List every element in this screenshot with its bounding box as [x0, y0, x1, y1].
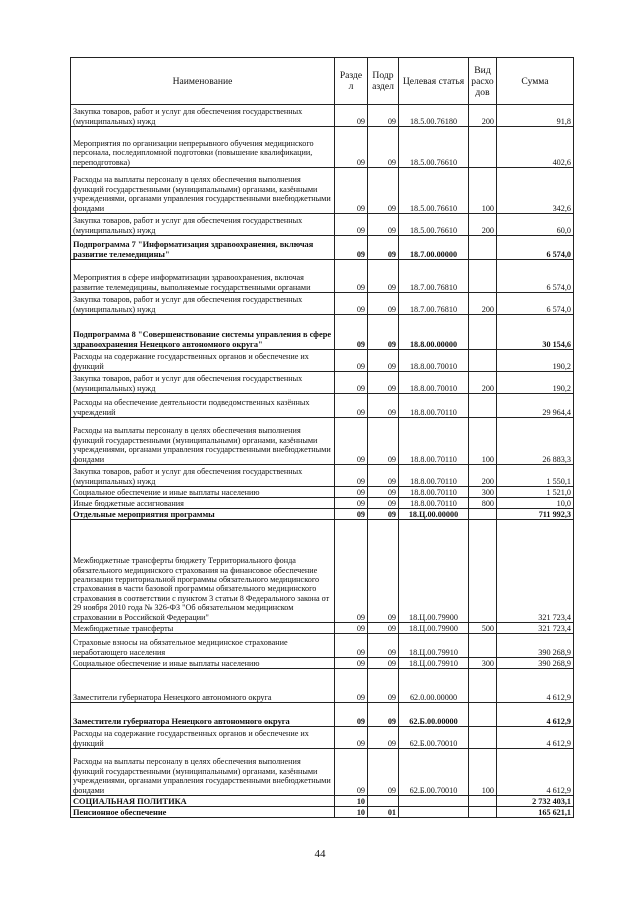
row-target: 18.Ц.00.00000 — [399, 509, 469, 520]
row-target: 18.8.00.70110 — [399, 465, 469, 487]
row-sum: 711 992,3 — [497, 509, 574, 520]
table-row — [71, 105, 574, 127]
table-row — [71, 520, 574, 623]
table-row — [71, 498, 574, 509]
row-sum: 321 723,4 — [497, 520, 574, 623]
row-target: 18.7.00.76810 — [399, 260, 469, 293]
row-subsection: 09 — [368, 236, 399, 260]
row-name: Закупка товаров, работ и услуг для обеспечения государственных (муниципальных) нужд — [71, 465, 335, 487]
row-section: 09 — [335, 658, 368, 669]
row-kind: 300 — [469, 658, 497, 669]
row-subsection: 09 — [368, 315, 399, 350]
row-name: Расходы на выплаты персоналу в целях обеспечения выполнения функций государственными (муниципальными) органами, казёнными учреждениями, органами управления государственными внебюджетными фондами — [71, 418, 335, 465]
row-sum: 4 612,9 — [497, 703, 574, 727]
row-sum: 1 521,0 — [497, 487, 574, 498]
row-section: 09 — [335, 509, 368, 520]
row-subsection: 09 — [368, 465, 399, 487]
row-kind: 100 — [469, 168, 497, 214]
row-target: 18.5.00.76610 — [399, 168, 469, 214]
row-section: 09 — [335, 236, 368, 260]
row-section: 09 — [335, 520, 368, 623]
row-kind — [469, 807, 497, 818]
row-target: 18.Ц.00.79910 — [399, 634, 469, 658]
row-name: Пенсионное обеспечение — [71, 807, 335, 818]
row-target: 18.7.00.76810 — [399, 293, 469, 315]
table-row — [71, 418, 574, 465]
row-kind — [469, 727, 497, 749]
header-section: Разде л — [335, 58, 368, 105]
row-target: 62.Б.00.70010 — [399, 749, 469, 796]
row-target: 18.5.00.76180 — [399, 105, 469, 127]
row-subsection: 09 — [368, 703, 399, 727]
row-section: 09 — [335, 498, 368, 509]
row-target: 18.8.00.70110 — [399, 394, 469, 418]
budget-table — [70, 57, 574, 818]
row-name: Межбюджетные трансферты бюджету Территориального фонда обязательного медицинского страхования на финансовое обеспечение реализации территориальной программы обязательного медицинского страхования в части базовой программы обязательного медицинского страхования в соответствии с пунктом 3 статьи 8 Федерального закона от 29 ноября 2010 года № 326-ФЗ "Об обязательном медицинском страховании в Российской Федерации" — [71, 520, 335, 623]
table-row — [71, 658, 574, 669]
row-sum: 1 550,1 — [497, 465, 574, 487]
table-row — [71, 394, 574, 418]
header-kind: Вид расхо дов — [469, 58, 497, 105]
row-subsection: 09 — [368, 658, 399, 669]
table-row — [71, 372, 574, 394]
row-target: 62.Б.00.70010 — [399, 727, 469, 749]
row-subsection: 09 — [368, 168, 399, 214]
row-section: 09 — [335, 465, 368, 487]
row-subsection: 01 — [368, 807, 399, 818]
row-name: Расходы на содержание государственных органов и обеспечение их функций — [71, 727, 335, 749]
row-section: 09 — [335, 105, 368, 127]
row-name: Закупка товаров, работ и услуг для обеспечения государственных (муниципальных) нужд — [71, 214, 335, 236]
row-target: 18.Ц.00.79900 — [399, 623, 469, 634]
table-row — [71, 127, 574, 168]
table-row — [71, 623, 574, 634]
row-subsection: 09 — [368, 293, 399, 315]
row-kind — [469, 703, 497, 727]
row-sum: 190,2 — [497, 372, 574, 394]
row-target: 18.5.00.76610 — [399, 214, 469, 236]
row-sum: 390 268,9 — [497, 634, 574, 658]
row-section: 09 — [335, 634, 368, 658]
row-kind: 200 — [469, 465, 497, 487]
row-subsection: 09 — [368, 418, 399, 465]
table-row — [71, 749, 574, 796]
table-row — [71, 465, 574, 487]
row-kind — [469, 127, 497, 168]
row-target — [399, 807, 469, 818]
row-target: 18.8.00.70010 — [399, 350, 469, 372]
row-kind: 200 — [469, 105, 497, 127]
row-subsection: 09 — [368, 509, 399, 520]
row-kind — [469, 520, 497, 623]
row-target: 18.7.00.00000 — [399, 236, 469, 260]
row-kind: 200 — [469, 293, 497, 315]
row-kind — [469, 509, 497, 520]
row-sum: 6 574,0 — [497, 260, 574, 293]
row-section: 10 — [335, 807, 368, 818]
row-subsection: 09 — [368, 634, 399, 658]
row-kind: 100 — [469, 418, 497, 465]
table-row — [71, 669, 574, 703]
row-section: 09 — [335, 350, 368, 372]
table-row — [71, 807, 574, 818]
table-row — [71, 727, 574, 749]
row-name: Социальное обеспечение и иные выплаты населению — [71, 658, 335, 669]
row-name: Расходы на выплаты персоналу в целях обеспечения выполнения функций государственными (муниципальными) органами, казёнными учреждениями, органами управления государственными внебюджетными фондами — [71, 749, 335, 796]
row-subsection: 09 — [368, 623, 399, 634]
table-row — [71, 260, 574, 293]
row-subsection: 09 — [368, 105, 399, 127]
row-name: Заместители губернатора Ненецкого автономного округа — [71, 703, 335, 727]
row-subsection — [368, 796, 399, 807]
row-subsection: 09 — [368, 260, 399, 293]
row-subsection: 09 — [368, 520, 399, 623]
row-name: Закупка товаров, работ и услуг для обеспечения государственных (муниципальных) нужд — [71, 293, 335, 315]
row-subsection: 09 — [368, 727, 399, 749]
row-section: 09 — [335, 749, 368, 796]
row-name: Подпрограмма 8 "Совершенствование системы управления в сфере здравоохранения Ненецкого автономного округа" — [71, 315, 335, 350]
row-name: Иные бюджетные ассигнования — [71, 498, 335, 509]
row-target: 18.Ц.00.79900 — [399, 520, 469, 623]
row-subsection: 09 — [368, 669, 399, 703]
table-row — [71, 509, 574, 520]
row-target: 18.8.00.70110 — [399, 487, 469, 498]
table-row — [71, 315, 574, 350]
row-kind: 200 — [469, 372, 497, 394]
row-sum: 402,6 — [497, 127, 574, 168]
row-name: СОЦИАЛЬНАЯ ПОЛИТИКА — [71, 796, 335, 807]
row-section: 09 — [335, 727, 368, 749]
row-kind: 800 — [469, 498, 497, 509]
row-subsection: 09 — [368, 214, 399, 236]
row-name: Закупка товаров, работ и услуг для обеспечения государственных (муниципальных) нужд — [71, 372, 335, 394]
row-sum: 321 723,4 — [497, 623, 574, 634]
row-name: Расходы на содержание государственных органов и обеспечение их функций — [71, 350, 335, 372]
row-name: Заместители губернатора Ненецкого автономного округа — [71, 669, 335, 703]
row-target: 18.8.00.70010 — [399, 372, 469, 394]
row-kind — [469, 669, 497, 703]
page-number: 44 — [314, 848, 326, 860]
row-target: 18.Ц.00.79910 — [399, 658, 469, 669]
row-sum: 60,0 — [497, 214, 574, 236]
row-sum: 2 732 403,1 — [497, 796, 574, 807]
row-sum: 4 612,9 — [497, 669, 574, 703]
row-name: Мероприятия в сфере информатизации здравоохранения, включая развитие телемедицины, выполняемые государственными органами — [71, 260, 335, 293]
row-sum: 4 612,9 — [497, 727, 574, 749]
row-section: 09 — [335, 418, 368, 465]
row-section: 09 — [335, 214, 368, 236]
row-subsection: 09 — [368, 350, 399, 372]
row-target: 62.0.00.00000 — [399, 669, 469, 703]
row-sum: 6 574,0 — [497, 236, 574, 260]
row-kind: 100 — [469, 749, 497, 796]
row-subsection: 09 — [368, 127, 399, 168]
row-target: 18.8.00.70110 — [399, 498, 469, 509]
header-row — [71, 58, 574, 105]
row-section: 09 — [335, 127, 368, 168]
row-section: 09 — [335, 315, 368, 350]
row-subsection: 09 — [368, 394, 399, 418]
row-kind — [469, 634, 497, 658]
row-subsection: 09 — [368, 487, 399, 498]
row-subsection: 09 — [368, 498, 399, 509]
row-target: 18.5.00.76610 — [399, 127, 469, 168]
row-kind: 200 — [469, 214, 497, 236]
table-row — [71, 487, 574, 498]
row-name: Расходы на обеспечение деятельности подведомственных казённых учреждений — [71, 394, 335, 418]
row-subsection: 09 — [368, 372, 399, 394]
row-section: 09 — [335, 260, 368, 293]
row-sum: 30 154,6 — [497, 315, 574, 350]
row-section: 09 — [335, 669, 368, 703]
row-section: 09 — [335, 168, 368, 214]
row-kind — [469, 350, 497, 372]
row-sum: 190,2 — [497, 350, 574, 372]
row-kind: 300 — [469, 487, 497, 498]
row-section: 09 — [335, 703, 368, 727]
header-subsection: Подр аздел — [368, 58, 399, 105]
row-sum: 26 883,3 — [497, 418, 574, 465]
row-section: 09 — [335, 372, 368, 394]
row-section: 09 — [335, 293, 368, 315]
row-target: 62.Б.00.00000 — [399, 703, 469, 727]
row-target — [399, 796, 469, 807]
row-section: 09 — [335, 394, 368, 418]
row-sum: 29 964,4 — [497, 394, 574, 418]
row-name: Мероприятия по организации непрерывного обучения медицинского персонала, последипломной подготовки (повышение квалификации, переподготовка) — [71, 127, 335, 168]
row-kind — [469, 236, 497, 260]
row-name: Межбюджетные трансферты — [71, 623, 335, 634]
row-sum: 6 574,0 — [497, 293, 574, 315]
table-row — [71, 796, 574, 807]
row-kind — [469, 260, 497, 293]
row-name: Подпрограмма 7 "Информатизация здравоохранения, включая развитие телемедицины" — [71, 236, 335, 260]
row-target: 18.8.00.00000 — [399, 315, 469, 350]
row-kind — [469, 315, 497, 350]
row-sum: 91,8 — [497, 105, 574, 127]
row-name: Закупка товаров, работ и услуг для обеспечения государственных (муниципальных) нужд — [71, 105, 335, 127]
table-row — [71, 293, 574, 315]
table-row — [71, 214, 574, 236]
row-target: 18.8.00.70110 — [399, 418, 469, 465]
header-sum: Сумма — [497, 58, 574, 105]
row-sum: 165 621,1 — [497, 807, 574, 818]
row-sum: 4 612,9 — [497, 749, 574, 796]
row-kind: 500 — [469, 623, 497, 634]
row-section: 09 — [335, 487, 368, 498]
row-name: Отдельные мероприятия программы — [71, 509, 335, 520]
row-kind — [469, 394, 497, 418]
row-sum: 342,6 — [497, 168, 574, 214]
table-row — [71, 703, 574, 727]
row-section: 10 — [335, 796, 368, 807]
table-row — [71, 634, 574, 658]
table-row — [71, 236, 574, 260]
header-name: Наименование — [71, 58, 335, 105]
row-section: 09 — [335, 623, 368, 634]
header-target: Целевая статья — [399, 58, 469, 105]
table-row — [71, 350, 574, 372]
row-sum: 390 268,9 — [497, 658, 574, 669]
row-name: Расходы на выплаты персоналу в целях обеспечения выполнения функций государственными (муниципальными) органами, казёнными учреждениями, органами управления государственными внебюджетными фондами — [71, 168, 335, 214]
row-sum: 10,0 — [497, 498, 574, 509]
row-name: Социальное обеспечение и иные выплаты населению — [71, 487, 335, 498]
row-name: Страховые взносы на обязательное медицинское страхование неработающего населения — [71, 634, 335, 658]
row-subsection: 09 — [368, 749, 399, 796]
row-kind — [469, 796, 497, 807]
table-row — [71, 168, 574, 214]
